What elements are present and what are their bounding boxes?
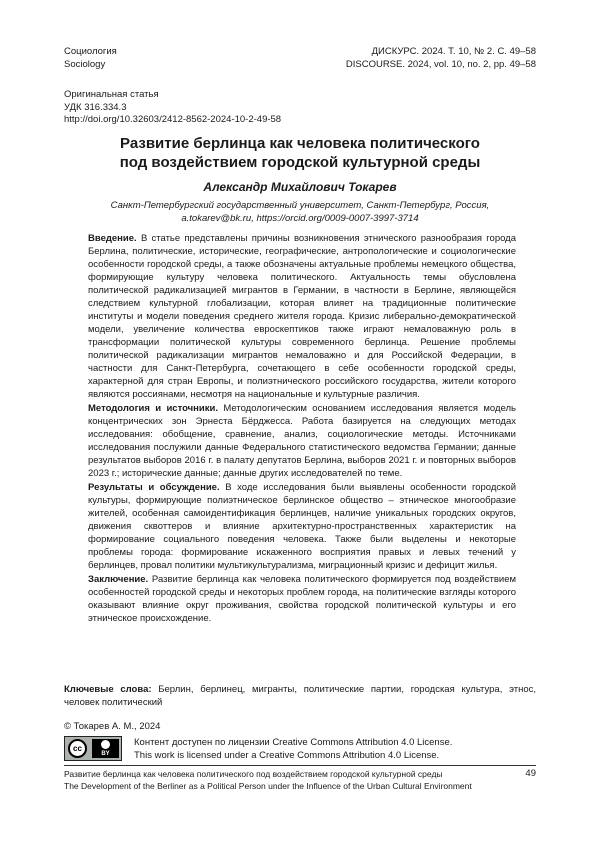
copyright: © Токарев А. М., 2024: [64, 721, 161, 732]
abstract-results: [88, 481, 516, 572]
abstract-conclusion: [88, 573, 516, 625]
abstract: [88, 232, 516, 626]
keywords-text: Берлин, берлинец, мигранты, политические партии, городская культура, этнос, человек политический: [64, 684, 536, 708]
article-type: Оригинальная статья: [64, 89, 159, 100]
running-footer: [64, 768, 510, 792]
article-meta: [64, 89, 281, 127]
cc-logo-icon: cc: [68, 739, 87, 758]
intro-text: В статье представлены причины возникновения этнического разнообразия города Берлина, политические, исторические, географические, антропологические и социологические особенности городской среды, а также обозначены актуальные проблемы немецкого общества, формирующие культуру человека политического. Актуальность темы обусловлена политической радикализацией мигрантов в Германии, в частности в Берлине, являющейся следствием культурной глобализации, которая влияет на традиционные политические институты и модели поведения среднего жителя города. Кризис либерально-демократической модели, увеличение количества евроскептиков также играют немаловажную роль в трансформации политической культуры современного берлинца. Решение проблемы политической радикализации мигрантов немаловажно и для Российской Федерации, в частности для Санкт-Петербурга, сочетающего в себе особенности городской среды, характерной для стран Европы, и полиэтнического российского государства, жители которого являются россиянами, несмотря на национальные и культурные различия.: [88, 233, 517, 400]
article-title: [40, 134, 560, 172]
udc-code: УДК 316.334.3: [64, 101, 127, 113]
author-name: Александр Михайлович Токарев: [203, 180, 397, 194]
methods-label: Методология и источники.: [88, 403, 218, 414]
header-citation-en: DISCOURSE. 2024, vol. 10, no. 2, pp. 49–58: [345, 58, 536, 70]
abstract-methods: [88, 402, 516, 480]
attribution-icon: [92, 739, 119, 758]
header-citation-ru: ДИСКУРС. 2024. Т. 10, № 2. С. 49–58: [371, 46, 536, 57]
affiliation-line-1: Санкт-Петербургский государственный университет, Санкт-Петербург, Россия,: [110, 200, 490, 211]
footer-title-en: The Development of the Berliner as a Political Person under the Influence of the Urban Cultural Environment: [64, 781, 472, 791]
by-label: BY: [101, 751, 110, 757]
title-line-1: Развитие берлинца как человека политического: [120, 135, 480, 152]
results-text: В ходе исследования были выявлены особенности городской культуры, формирующие полиэтническое берлинское общество – этническое многообразие жителей, особенная самоидентификация берлинцев, наличие уникальных городских округов, движения сквоттеров и влияние архитектурно-пространственных характеристик на формирование социального поведения человека. Также были выделены и некоторые проблемы города: формирование искаженного восприятия правых и левых течений у берлинцев, провал политики мультикультурализма, миграционный кризис и дефицит жилья.: [88, 482, 517, 571]
header-left: [64, 46, 117, 71]
doi-link[interactable]: http://doi.org/10.32603/2412-8562-2024-10-2-49-58: [64, 114, 282, 125]
license-text: [134, 736, 452, 762]
footer-divider: [64, 765, 536, 766]
keywords-label: Ключевые слова:: [64, 684, 152, 695]
results-label: Результаты и обсуждение.: [88, 482, 220, 493]
conclusion-label: Заключение.: [88, 574, 149, 585]
header-section-ru: Социология: [64, 46, 117, 57]
header-right: [346, 46, 536, 71]
page-number: 49: [525, 768, 536, 779]
conclusion-text: Развитие берлинца как человека политического формируется под воздействием особенностей городской среды и некоторых проблем города, на политические взгляды которого оказывают влияние округ проживания, свойства городской политической культуры и его этническое происхождение.: [88, 574, 517, 624]
license-line-en: This work is licensed under a Creative Commons Attribution 4.0 License.: [134, 750, 440, 761]
cc-by-badge[interactable]: [64, 736, 122, 761]
affiliation-line-2[interactable]: a.tokarev@bk.ru, https://orcid.org/0009-0007-3997-3714: [181, 212, 419, 224]
keywords: [64, 683, 536, 709]
person-icon: [101, 740, 110, 749]
methods-text: Методологическим основанием исследования является модель концентрических зон Эрнеста Бёрджесса. Работа базируется на следующих методах исследования: обобщение, сравнение, анализ, социологические методы. Источниками исследования послужили данные Федерального статистического ведомства Германии; данные результатов выборов 2016 г. в палату депутатов Берлина, выборов 2021 г. и повторных выборов 2023 г.; исторические данные; данные других исследователей по теме.: [88, 403, 517, 479]
abstract-introduction: [88, 232, 516, 401]
intro-label: Введение.: [88, 233, 137, 244]
header-section-en: Sociology: [64, 58, 106, 70]
license-line-ru: Контент доступен по лицензии Creative Commons Attribution 4.0 License.: [134, 737, 453, 748]
affiliation: [40, 200, 560, 225]
license-block: [64, 736, 536, 762]
footer-title-ru: Развитие берлинца как человека политического под воздействием городской культурной среды: [64, 769, 443, 779]
title-line-2: под воздействием городской культурной среды: [119, 154, 481, 171]
